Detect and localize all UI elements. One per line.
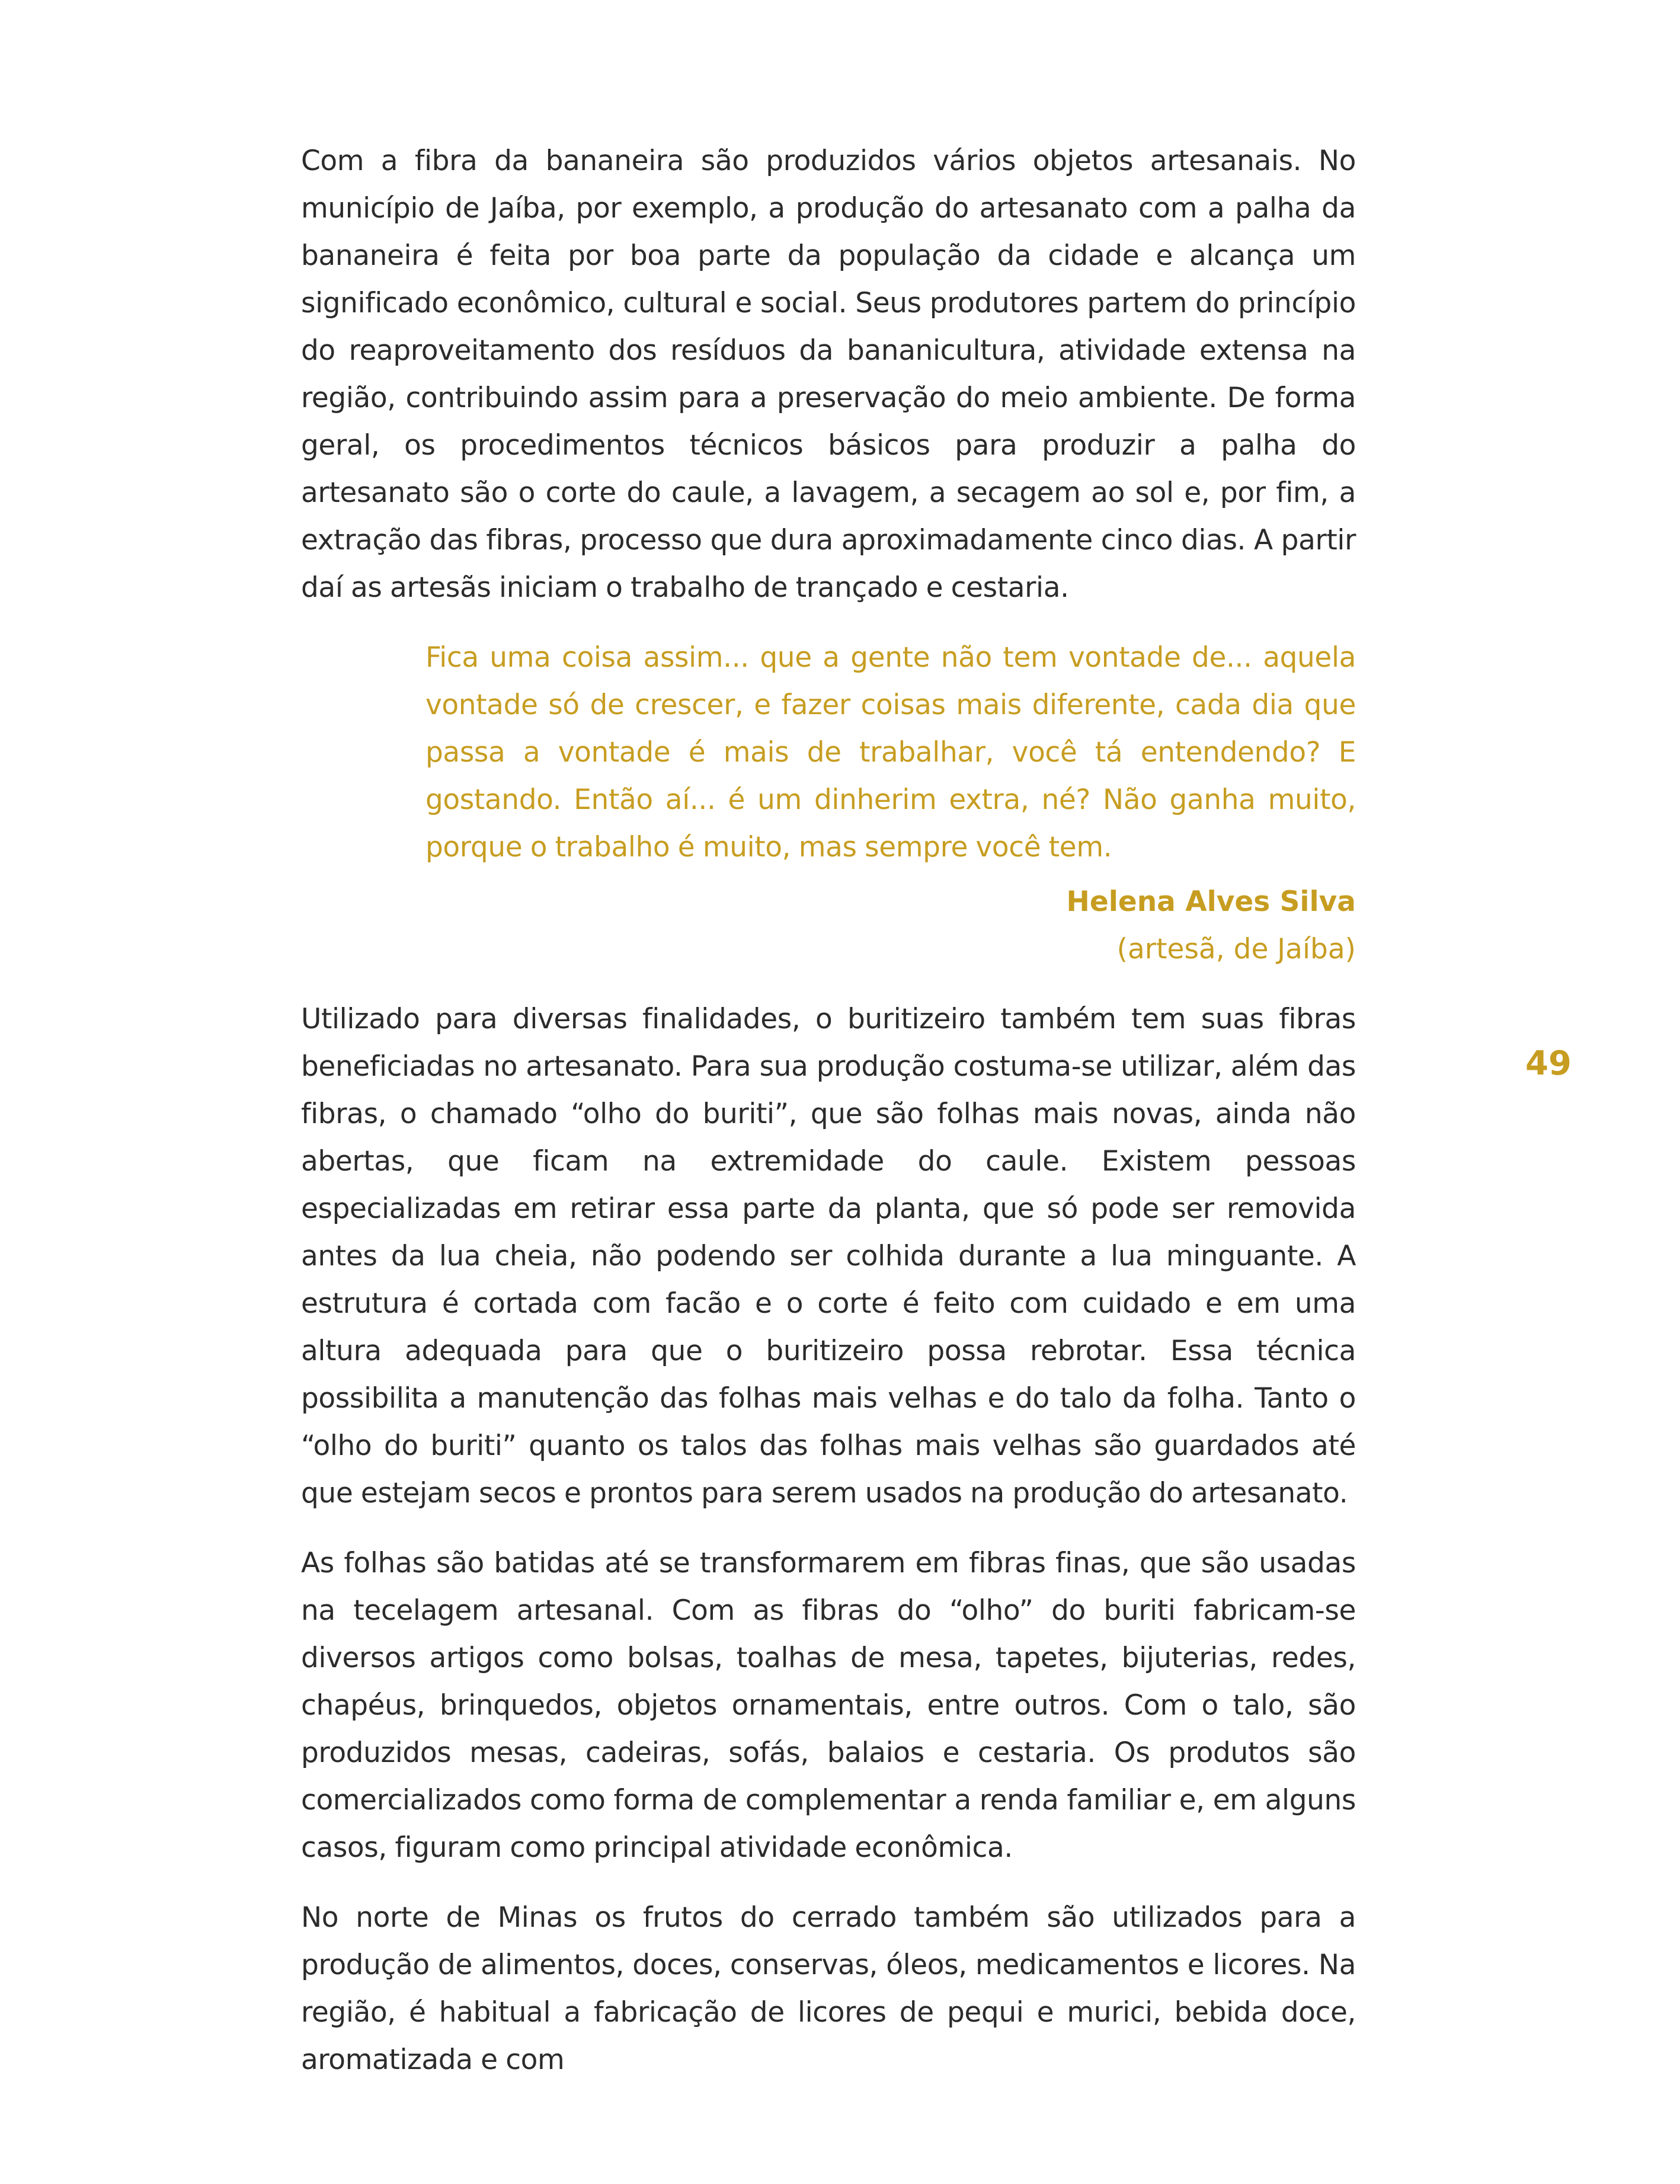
page-body (301, 138, 1356, 2084)
paragraph-cerrado-fruits: No norte de Minas os frutos do cerrado também são utilizados para a produção de alimentos, doces, conservas, óleos, medicamentos e licores. Na região, é habitual a fabricação de licores de pequi e murici, bebida doce, aromatizada e com (301, 1901, 1356, 2076)
paragraph-banana-fiber: Com a fibra da bananeira são produzidos vários objetos artesanais. No município de Jaíba, por exemplo, a produção do artesanato com a palha da bananeira é feita por boa parte da população da cidade e alcança um significado econômico, cultural e social. Seus produtores partem do princípio do reaproveitamento dos resíduos da bananicultura, atividade extensa na região, contribuindo assim para a preservação do meio ambiente. De forma geral, os procedimentos técnicos básicos para produzir a palha do artesanato são o corte do caule, a lavagem, a secagem ao sol e, por fim, a extração das fibras, processo que dura aproximadamente cinco dias. A partir daí as artesãs iniciam o trabalho de trançado e cestaria. (301, 145, 1356, 604)
quote-text: Fica uma coisa assim... que a gente não tem vontade de... aquela vontade só de crescer, e fazer coisas mais diferente, cada dia que passa a vontade é mais de trabalhar, você tá entendendo? E gostando. Então aí... é um dinherim extra, né? Não ganha muito, porque o trabalho é muito, mas sempre você tem. (425, 641, 1356, 864)
quote-author: Helena Alves Silva (1066, 885, 1356, 918)
testimonial-quote (425, 634, 1356, 973)
page-number: 49 (1525, 1044, 1572, 1083)
paragraph-buriti-fibers: As folhas são batidas até se transformarem em fibras finas, que são usadas na tecelagem artesanal. Com as fibras do “olho” do buriti fabricam-se diversos artigos como bolsas, toalhas de mesa, tapetes, bijuterias, redes, chapéus, brinquedos, objetos ornamentais, entre outros. Com o talo, são produzidos mesas, cadeiras, sofás, balaios e cestaria. Os produtos são comercializados como forma de complementar a renda familiar e, em alguns casos, figuram como principal atividade econômica. (301, 1547, 1356, 1864)
paragraph-buriti: Utilizado para diversas finalidades, o buritizeiro também tem suas fibras beneficiadas no artesanato. Para sua produção costuma-se utilizar, além das fibras, o chamado “olho do buriti”, que são folhas mais novas, ainda não abertas, que ficam na extremidade do caule. Existem pessoas especializadas em retirar essa parte da planta, que só pode ser removida antes da lua cheia, não podendo ser colhida durante a lua minguante. A estrutura é cortada com facão e o corte é feito com cuidado e em uma altura adequada para que o buritizeiro possa rebrotar. Essa técnica possibilita a manutenção das folhas mais velhas e do talo da folha. Tanto o “olho do buriti” quanto os talos das folhas mais velhas são guardados até que estejam secos e prontos para serem usados na produção do artesanato. (301, 1003, 1356, 1510)
quote-author-role: (artesã, de Jaíba) (1116, 933, 1356, 965)
